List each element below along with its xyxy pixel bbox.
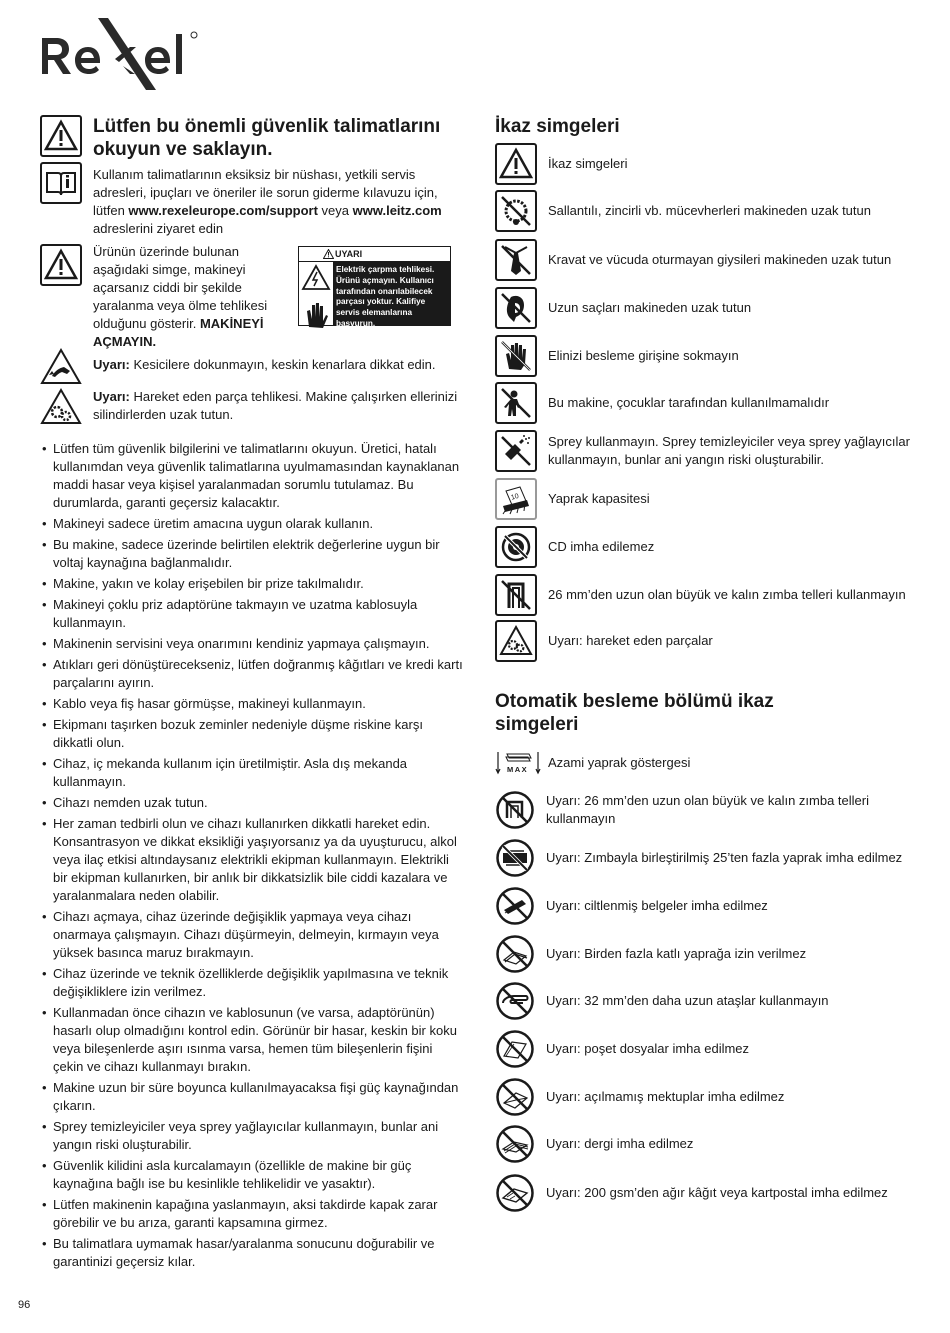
symbol-text: Uyarı: Birden fazla katlı yaprağa izin verilmez — [546, 946, 807, 961]
list-item: • Güvenlik kilidini asla kurcalamayın (özellikle de makine bir güç kaynağına bağlı ise bu kesinlikle tehlikelidir ve yasaktır). — [40, 1157, 465, 1193]
no-children-icon — [495, 382, 537, 424]
symbol-text: Yaprak kapasitesi — [548, 491, 650, 506]
list-item: • Makine uzun bir süre boyunca kullanılmayacaksa fişi güç kaynağından çıkarın. — [40, 1079, 465, 1115]
no-heavy-paper-icon — [495, 1173, 535, 1213]
rexel-logo — [40, 14, 205, 92]
symbol-text: Uyarı: 26 mm’den uzun olan büyük ve kalın zımba telleri kullanmayın — [546, 793, 869, 826]
read-manual-icon — [40, 162, 82, 204]
symbol-explanation: Ürünün üzerinde bulunan aşağıdaki simge, makineyi açarsanız ciddi bir şekilde yaralanma veya ölme tehlikesi olduğunu gösterir. MAKİNEYİ AÇMAYIN. — [93, 244, 268, 349]
warning-triangle-icon — [323, 249, 334, 259]
max-label: MAX — [507, 765, 529, 774]
symbol-row — [495, 143, 925, 185]
list-item: • Cihaz üzerinde ve teknik özelliklerde değişiklik yapılmasına ve teknik değişikliklere izin verilmez. — [40, 965, 465, 1001]
list-item: • Makinenin servisini veya onarımını kendiniz yapmaya çalışmayın. — [40, 635, 465, 653]
support-link[interactable]: www.rexeleurope.com/support — [128, 203, 318, 218]
symbol-text: Uzun saçları makineden uzak tutun — [548, 300, 752, 315]
electric-shock-icon — [301, 264, 331, 292]
warn-box-text: Elektrik çarpma tehlikesi. Ürünü açmayın. Kullanıcı tarafından onarılabilecek parçası yoktur. Kalifiye servis elemanlarına başvurun. — [333, 262, 450, 325]
list-item: • Makine, yakın ve kolay erişebilen bir prize takılmalıdır. — [40, 575, 465, 593]
no-long-hair-icon — [495, 287, 537, 329]
symbol-row — [495, 981, 925, 1021]
moving-parts-icon — [495, 620, 537, 662]
symbol-text: Sallantılı, zincirli vb. mücevherleri makineden uzak tutun — [548, 203, 871, 218]
list-item: • Sprey temizleyiciler veya sprey yağlayıcılar kullanmayın, bunlar ani yangın riski oluşturabilir. — [40, 1118, 465, 1154]
symbol-text: Uyarı: ciltlenmiş belgeler imha edilmez — [546, 898, 768, 913]
symbol-row — [495, 750, 925, 776]
no-bound-documents-icon — [495, 886, 535, 926]
no-stapled-25-icon — [495, 838, 535, 878]
symbol-row — [495, 1029, 925, 1069]
no-magazine-icon — [495, 1124, 535, 1164]
symbol-text: Uyarı: açılmamış mektuplar imha edilmez — [546, 1089, 785, 1104]
symbol-text: Uyarı: dergi imha edilmez — [546, 1136, 694, 1151]
leitz-link[interactable]: www.leitz.com — [352, 203, 442, 218]
sheet-capacity-icon — [495, 478, 537, 520]
list-item: • Lütfen makinenin kapağına yaslanmayın, aksi takdirde kapak zarar görebilir ve bu arıza, garanti kapsamına girmez. — [40, 1196, 465, 1232]
symbol-row — [495, 886, 925, 926]
symbol-text: Kravat ve vücuda oturmayan giysileri makineden uzak tutun — [548, 252, 892, 267]
symbol-row — [495, 430, 925, 472]
list-item: • Cihazı nemden uzak tutun. — [40, 794, 465, 812]
symbol-text: İkaz simgeleri — [548, 156, 628, 171]
no-cd-icon — [495, 526, 537, 568]
list-item: • Kablo veya fiş hasar görmüşse, makineyi kullanmayın. — [40, 695, 465, 713]
no-spray-icon — [495, 430, 537, 472]
list-item: • Lütfen tüm güvenlik bilgilerini ve talimatlarını okuyun. Üretici, hatalı kullanımdan veya güvenlik talimatlarına uyulmamasından kaynaklanan maddi hasar veya kişisel yaralanmadan sorumlu tutulamaz. Bu durumlarda, garanti geçersiz kalacaktır. — [40, 440, 465, 512]
symbol-text: Elinizi besleme girişine sokmayın — [548, 348, 739, 363]
symbol-text: Uyarı: 32 mm’den daha uzun ataşlar kullanmayın — [546, 993, 829, 1008]
symbol-text: Uyarı: Zımbayla birleştirilmiş 25’ten fazla yaprak imha edilmez — [546, 850, 903, 865]
warning-triangle-icon — [40, 244, 82, 286]
list-item: • Ekipmanı taşırken bozuk zeminler nedeniyle düşme riskine karşı dikkatli olun. — [40, 716, 465, 752]
warning-cutters: Uyarı: Kesicilere dokunmayın, keskin kenarlara dikkat edin. — [40, 348, 463, 386]
no-hand-icon — [495, 335, 537, 377]
list-item: • Bu talimatlara uymamak hasar/yaralanma sonucunu doğurabilir ve garantinizi geçersiz kılar. — [40, 1235, 465, 1271]
symbol-text: CD imha edilemez — [548, 539, 655, 554]
symbol-row — [495, 574, 925, 616]
list-item: • Her zaman tedbirli olun ve cihazı kullanırken dikkatli hareket edin. Konsantrasyon ve dikkat eksikliği yaşıyorsanız ya da uyuşturucu, alkol veya ilaç etkisi altındaysanız elektrikli ekipman kullanmayın. Elektrikli bir ekipman kullanırken, bir anlık bir dikkatsizlik bile ciddi kazalara ve yaralanmalara neden olabilir. — [40, 815, 465, 905]
symbol-row — [495, 239, 925, 281]
symbol-row — [495, 382, 925, 424]
list-item: • Bu makine, sadece üzerinde belirtilen elektrik değerlerine uygun bir voltaj kaynağına bağlanmalıdır. — [40, 536, 465, 572]
list-item: • Makineyi çoklu priz adaptörüne takmayın ve uzatma kablosuyla kullanmayın. — [40, 596, 465, 632]
list-item: • Atıkları geri dönüştürecekseniz, lütfen doğranmış kâğıtları ve kredi kartı parçalarını ayırın. — [40, 656, 465, 692]
symbol-text: Uyarı: poşet dosyalar imha edilmez — [546, 1041, 750, 1056]
electric-warning-label — [298, 246, 451, 326]
no-large-staples-icon — [495, 574, 537, 616]
no-tie-icon — [495, 239, 537, 281]
symbol-row — [495, 1124, 925, 1164]
no-large-staples-circle-icon — [495, 790, 535, 830]
symbol-row — [495, 838, 925, 878]
symbol-row — [495, 1173, 925, 1213]
autofeed-title: Otomatik besleme bölümü ikaz simgeleri — [495, 691, 774, 735]
warning-triangle-icon — [495, 143, 537, 185]
symbol-text: Bu makine, çocuklar tarafından kullanılmamalıdır — [548, 395, 830, 410]
symbol-row — [495, 287, 925, 329]
no-pocket-files-icon — [495, 1029, 535, 1069]
list-item: • Cihaz, iç mekanda kullanım için üretilmiştir. Asla dış mekanda kullanmayın. — [40, 755, 465, 791]
warn-box-heading: UYARI — [335, 249, 363, 259]
symbol-row — [495, 1077, 925, 1117]
no-unopened-letters-icon — [495, 1077, 535, 1117]
warning-moving-parts: Uyarı: Hareket eden parça tehlikesi. Makine çalışırken ellerinizi silindirlerden uzak tutun. — [40, 388, 463, 426]
symbol-row — [495, 335, 925, 377]
no-jewellery-icon — [495, 190, 537, 232]
symbol-text: Uyarı: 200 gsm’den ağır kâğıt veya kartpostal imha edilmez — [546, 1185, 888, 1200]
sharp-blade-icon — [40, 348, 82, 386]
safety-bullet-list — [40, 440, 465, 1274]
warning-triangle-icon — [40, 115, 82, 157]
symbol-row — [495, 478, 925, 520]
symbol-row — [495, 790, 925, 830]
symbol-row — [495, 190, 925, 232]
safety-intro: Kullanım talimatlarının eksiksiz bir nüshası, yetkili servis adresleri, ipuçları ve öneriler ile sorun giderme kılavuzu için, lütfen www.rexeleurope.com/support veya www.leitz.com adreslerini ziyaret edin — [93, 167, 442, 236]
symbol-row — [495, 620, 925, 662]
page-number: 96 — [18, 1299, 31, 1311]
symbol-text: Sprey kullanmayın. Sprey temizleyiciler veya sprey yağlayıcılar kullanmayın, bunlar ani yangın riski oluşturabilir. — [548, 434, 910, 467]
moving-parts-icon — [40, 388, 82, 426]
list-item: • Makineyi sadece üretim amacına uygun olarak kullanın. — [40, 515, 465, 533]
no-long-clips-icon — [495, 981, 535, 1021]
symbol-row — [495, 934, 925, 974]
sheet-count-label: 10 — [510, 492, 520, 502]
list-item: • Kullanmadan önce cihazın ve kablosunun (ve varsa, adaptörünün) hasarlı olup olmadığını kontrol edin. Görünür bir hasar, keskin bir koku veya bileşenlerde aşırı ısınma varsa, hemen tüm bileşenlerin fişini çekin ve cihazı kullanmayı bırakın. — [40, 1004, 465, 1076]
no-folded-sheets-icon — [495, 934, 535, 974]
list-item: • Cihazı açmaya, cihaz üzerinde değişiklik yapmaya veya cihazı onarmaya çalışmayın. Cihazı düşürmeyin, delmeyin, kırmayın veya yüksek basınca maruz bırakmayın. — [40, 908, 465, 962]
symbol-row — [495, 526, 925, 568]
symbol-text: Uyarı: hareket eden parçalar — [548, 633, 713, 648]
symbol-text: Azami yaprak göstergesi — [548, 755, 691, 770]
hand-shock-icon — [301, 297, 331, 331]
symbol-text: 26 mm’den uzun olan büyük ve kalın zımba telleri kullanmayın — [548, 587, 906, 602]
safety-title: Lütfen bu önemli güvenlik talimatlarını okuyun ve saklayın. — [93, 116, 441, 160]
max-sheet-indicator-icon — [495, 750, 541, 776]
warning-symbols-title: İkaz simgeleri — [495, 116, 620, 137]
